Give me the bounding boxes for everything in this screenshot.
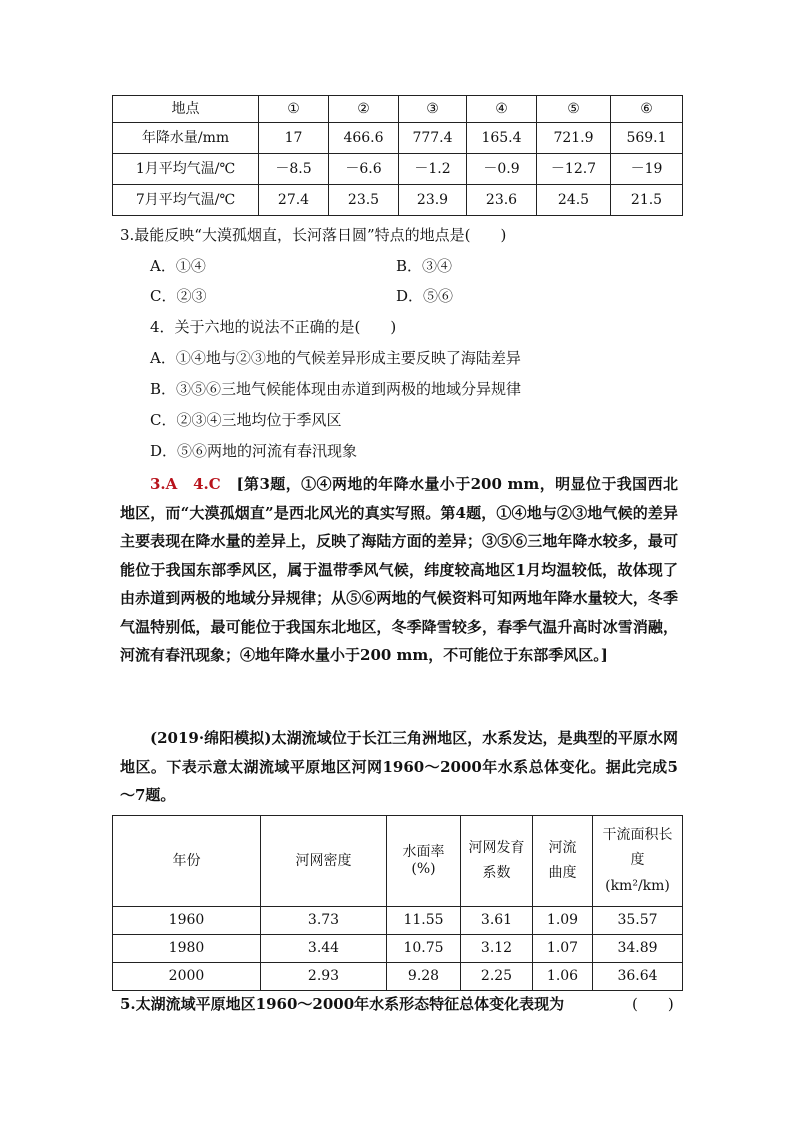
table-cell: 27.4 <box>259 185 329 216</box>
table-cell: －19 <box>611 154 683 185</box>
question-3-stem: 3.最能反映“大漠孤烟直，长河落日圆”特点的地点是( ) <box>120 226 507 244</box>
q3-option-b: B．③④ <box>396 257 453 275</box>
header-cell: ⑥ <box>611 96 683 123</box>
table-cell: －12.7 <box>537 154 611 185</box>
table-cell: －0.9 <box>467 154 537 185</box>
header-cell: 干流面积长度(km²/km) <box>593 816 683 907</box>
header-cell: 年份 <box>113 816 261 907</box>
table-cell: 569.1 <box>611 123 683 154</box>
question-4-stem: 4．关于六地的说法不正确的是( ) <box>150 318 397 336</box>
table-cell: 36.64 <box>593 963 683 991</box>
q3-option-d: D．⑤⑥ <box>396 287 454 305</box>
table-cell: 10.75 <box>387 935 461 963</box>
header-cell: 地点 <box>113 96 259 123</box>
table-row <box>113 907 683 935</box>
question-intro: (2019·绵阳模拟)太湖流域位于长江三角洲地区，水系发达，是典型的平原水网地区。下表示意太湖流域平原地区河网1960～2000年水系总体变化。据此完成5～7题。 <box>120 729 678 804</box>
header-cell: 河网发育系数 <box>461 816 533 907</box>
climate-data-table <box>112 95 683 216</box>
q4-option-a: A．①④地与②③地的气候差异形成主要反映了海陆差异 <box>150 349 521 367</box>
table-cell: 3.12 <box>461 935 533 963</box>
table-cell: 34.89 <box>593 935 683 963</box>
table-cell: 2000 <box>113 963 261 991</box>
table-cell: 23.6 <box>467 185 537 216</box>
header-cell: 河流曲度 <box>533 816 593 907</box>
row-label: 1月平均气温/℃ <box>113 154 259 185</box>
table-cell: 2.25 <box>461 963 533 991</box>
table-cell: 3.44 <box>261 935 387 963</box>
table-row <box>113 963 683 991</box>
table-cell: 1980 <box>113 935 261 963</box>
table-header-row <box>113 96 683 123</box>
table-cell: 777.4 <box>399 123 467 154</box>
table-cell: 3.73 <box>261 907 387 935</box>
table-cell: 17 <box>259 123 329 154</box>
header-cell: 水面率(%) <box>387 816 461 907</box>
q3-option-c: C．②③ <box>150 287 207 305</box>
q4-option-c: C．②③④三地均位于季风区 <box>150 411 342 429</box>
q4-option-b: B．③⑤⑥三地气候能体现由赤道到两极的地域分异规律 <box>150 380 522 398</box>
table-header-row <box>113 816 683 907</box>
row-label: 7月平均气温/℃ <box>113 185 259 216</box>
table-cell: 1.07 <box>533 935 593 963</box>
answer-key: 3.A 4.C <box>150 475 221 493</box>
table-cell: －8.5 <box>259 154 329 185</box>
table-cell: 35.57 <box>593 907 683 935</box>
table-cell: 23.9 <box>399 185 467 216</box>
header-cell: 河网密度 <box>261 816 387 907</box>
table-row <box>113 154 683 185</box>
header-cell: ④ <box>467 96 537 123</box>
table-cell: 11.55 <box>387 907 461 935</box>
header-cell: ② <box>329 96 399 123</box>
table-cell: 466.6 <box>329 123 399 154</box>
q5-answer-blank: ( ) <box>632 995 674 1013</box>
q4-option-d: D．⑤⑥两地的河流有春汛现象 <box>150 442 358 460</box>
table-cell: 1.09 <box>533 907 593 935</box>
table-cell: 21.5 <box>611 185 683 216</box>
table-cell: 721.9 <box>537 123 611 154</box>
table-cell: －1.2 <box>399 154 467 185</box>
table-row <box>113 123 683 154</box>
header-cell: ⑤ <box>537 96 611 123</box>
table-cell: 24.5 <box>537 185 611 216</box>
table-cell: 2.93 <box>261 963 387 991</box>
answer-text: [第3题，①④两地的年降水量小于200 mm，明显位于我国西北地区，而“大漠孤烟直”是西北风光的真实写照。第4题，①④地与②③地气候的差异主要表现在降水量的差异上，反映了海陆方面的差异；③⑤⑥三地年降水较多，最可能位于我国东部季风区，属于温带季风气候，纬度较高地区1月均温较低，故体现了由赤道到两极的地域分异规律；从⑤⑥两地的气候资料可知两地年降水量较大，冬季气温特别低，最可能位于我国东北地区，冬季降雪较多，春季气温升高时冰雪消融，河流有春汛现象；④地年降水量小于200 mm，不可能位于东部季风区。] <box>120 475 678 664</box>
header-cell: ① <box>259 96 329 123</box>
table-cell: 23.5 <box>329 185 399 216</box>
header-cell: ③ <box>399 96 467 123</box>
table-row <box>113 185 683 216</box>
water-system-table <box>112 815 683 991</box>
question-5-stem: 5.太湖流域平原地区1960～2000年水系形态特征总体变化表现为 <box>120 995 565 1013</box>
table-cell: 9.28 <box>387 963 461 991</box>
table-cell: －6.6 <box>329 154 399 185</box>
row-label: 年降水量/mm <box>113 123 259 154</box>
table-cell: 1960 <box>113 907 261 935</box>
table-cell: 3.61 <box>461 907 533 935</box>
table-row <box>113 935 683 963</box>
table-cell: 165.4 <box>467 123 537 154</box>
q3-option-a: A．①④ <box>150 257 206 275</box>
answer-explanation <box>120 470 678 670</box>
table-cell: 1.06 <box>533 963 593 991</box>
